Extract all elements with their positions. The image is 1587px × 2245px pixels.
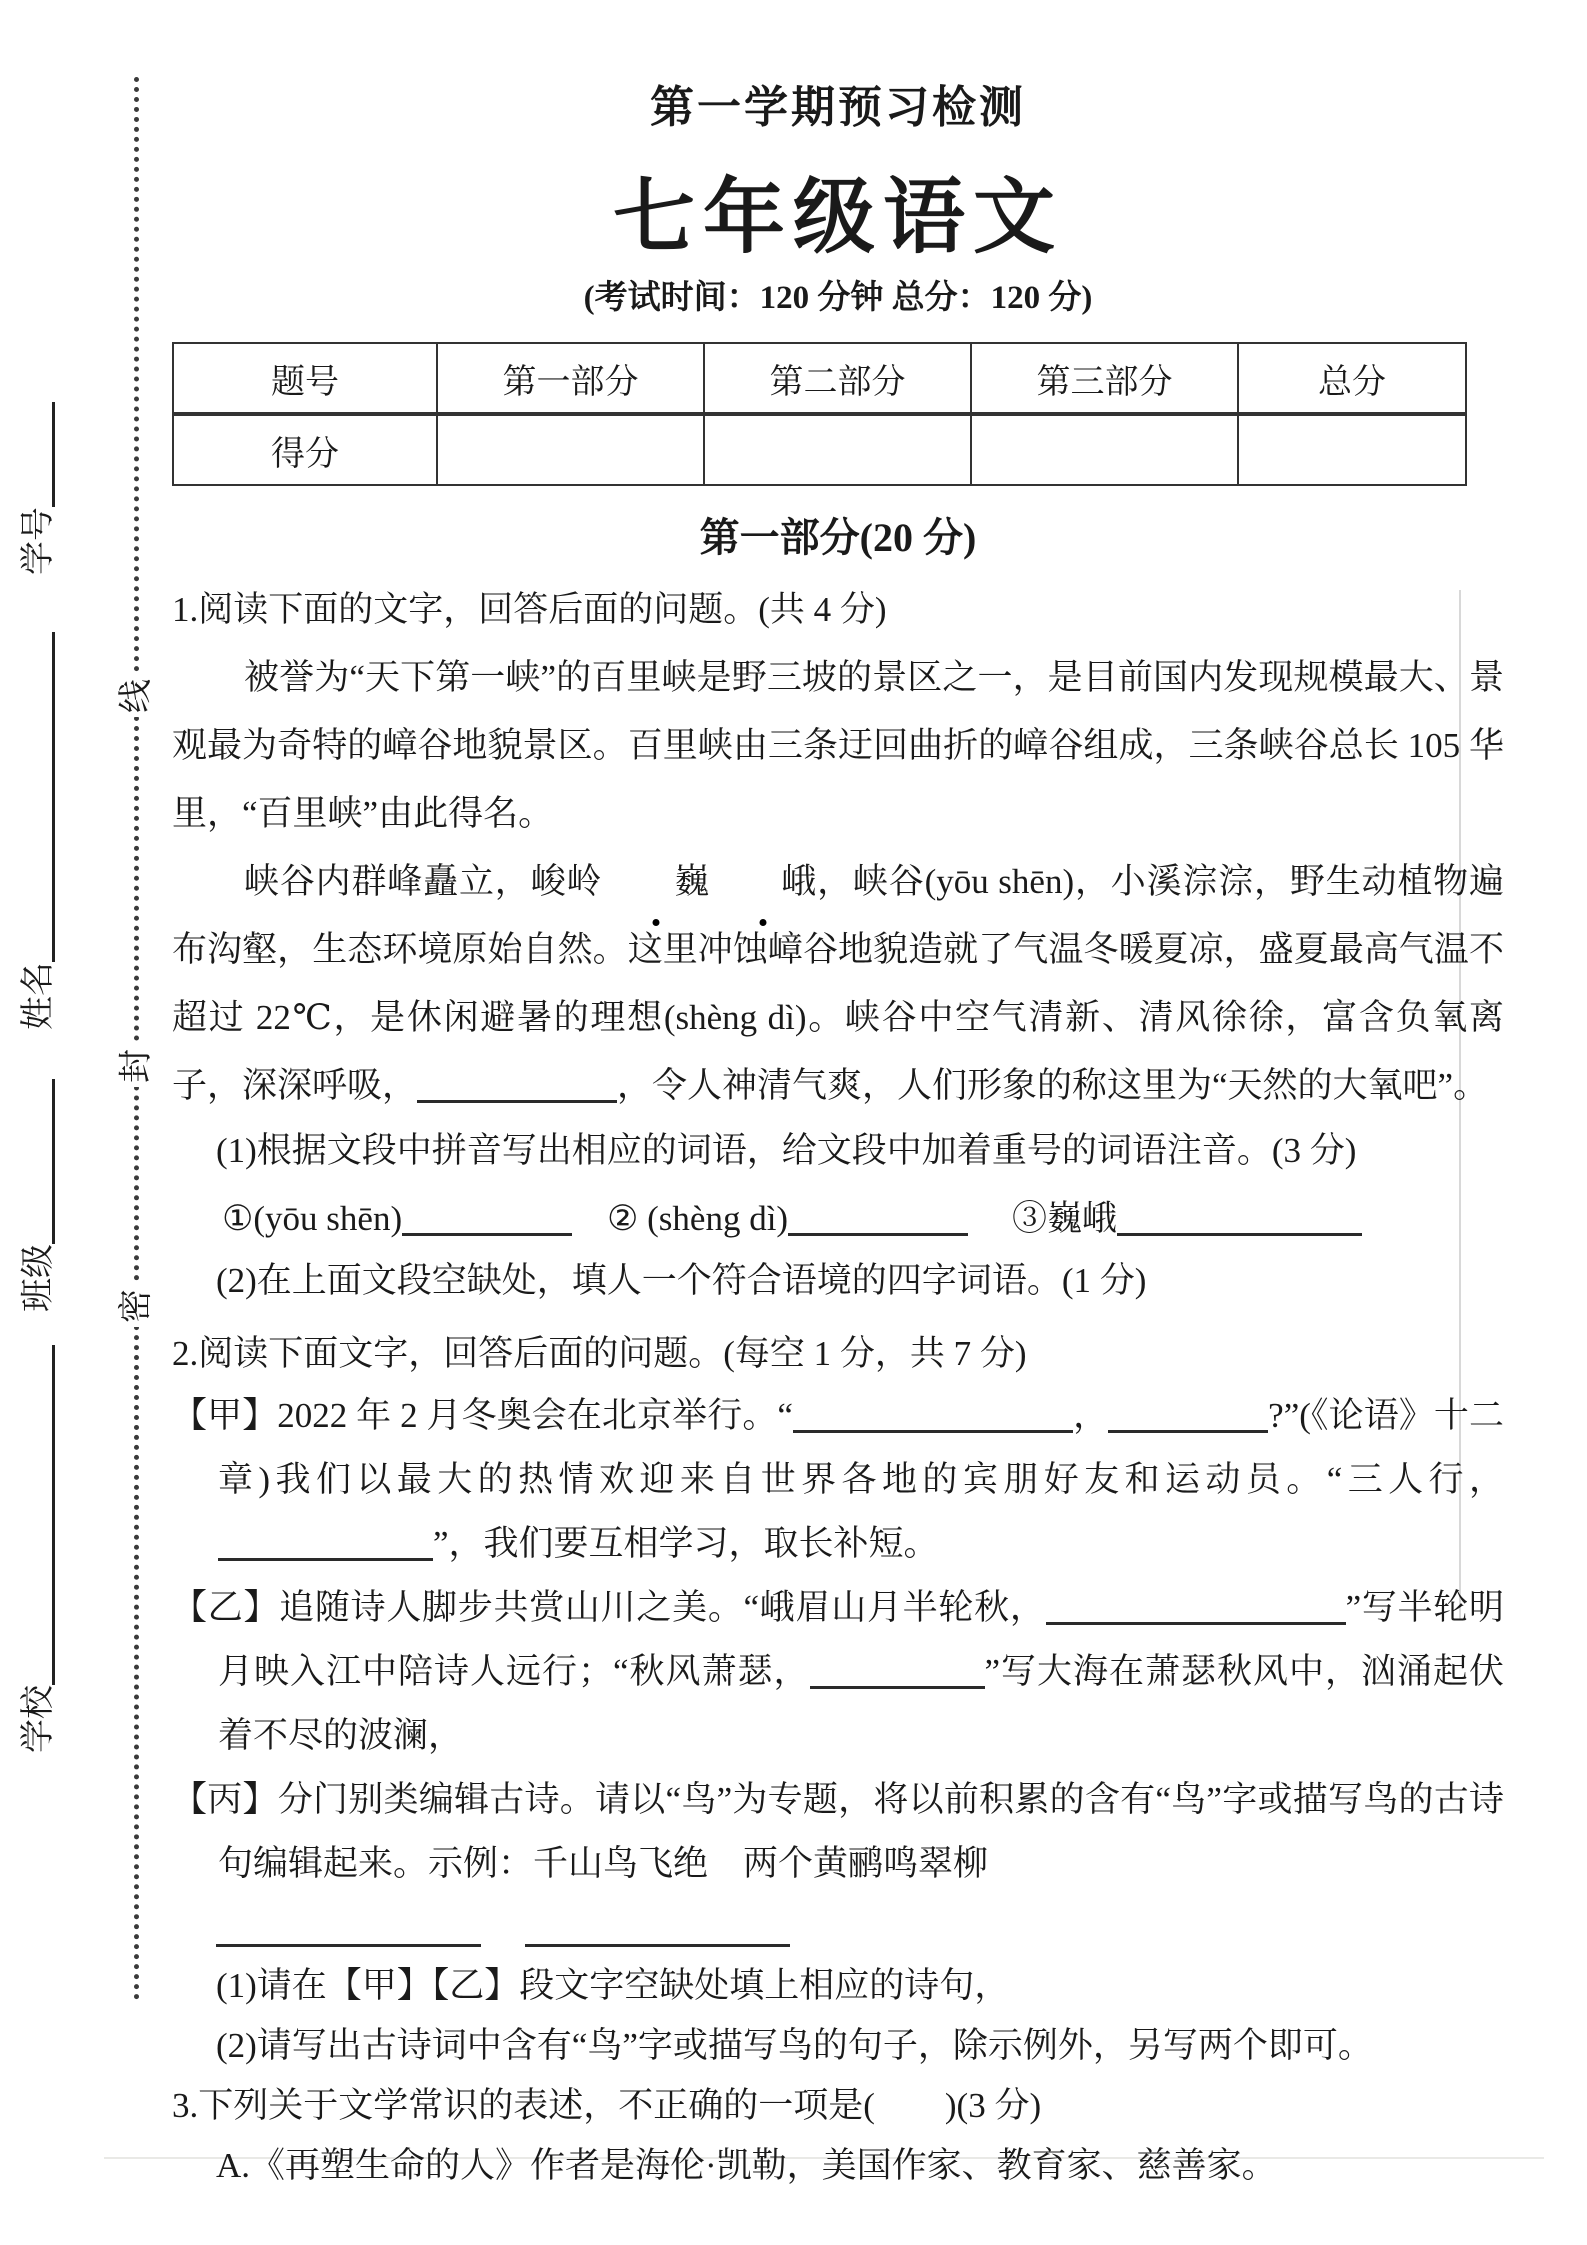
passage-paragraph-1: 被誉为“天下第一峡”的百里峡是野三坡的景区之一，是目前国内发现规模最大、景观最为奇特的嶂谷地貌景区。百里峡由三条迂回曲折的嶂谷组成，三条峡谷总长 105 华里，“百里峡”由此得名。 xyxy=(172,658,1504,833)
score-header-cell: 第三部分 xyxy=(971,343,1238,414)
school-field xyxy=(16,1345,56,1753)
score-cell-empty xyxy=(971,414,1238,485)
fill-in-blank xyxy=(1108,1392,1268,1433)
fill-in-blank xyxy=(810,1648,985,1689)
section1-heading: 第一部分(20 分) xyxy=(699,515,977,560)
student-id-field xyxy=(16,402,56,575)
pinyin-item-2: ② (shèng dì) xyxy=(607,1188,1012,1250)
name-label: 姓名 xyxy=(20,962,57,1030)
emphasized-char: 巍 xyxy=(602,848,709,916)
score-cell-empty xyxy=(704,414,971,485)
score-header-cell: 总分 xyxy=(1238,343,1466,414)
score-cell-empty xyxy=(437,414,704,485)
pinyin-item-3: ③巍峨 xyxy=(1012,1188,1362,1250)
exam-info: (考试时间：120 分钟 总分：120 分) xyxy=(583,280,1093,316)
score-table-score-row xyxy=(173,414,1466,485)
fill-in-blank xyxy=(1046,1584,1346,1625)
score-header-cell: 第一部分 xyxy=(437,343,704,414)
fill-in-blank xyxy=(525,1906,790,1947)
score-header-cell: 题号 xyxy=(173,343,437,414)
score-cell-empty xyxy=(1238,414,1466,485)
question3-stem: 3.下列关于文学常识的表述，不正确的一项是( )(3 分) xyxy=(172,2086,1042,2125)
fill-in-blank xyxy=(788,1195,968,1236)
name-field xyxy=(16,632,56,1030)
name-blank xyxy=(16,632,55,962)
fill-in-blank xyxy=(793,1392,1073,1433)
exam-content xyxy=(172,0,1504,2196)
question2-answer-blanks xyxy=(216,1906,1504,1950)
score-header-cell: 第二部分 xyxy=(704,343,971,414)
class-field xyxy=(16,1079,56,1312)
seal-char-feng: 封 xyxy=(116,1045,158,1087)
question1-stem: 1.阅读下面的文字，回答后面的问题。(共 4 分) xyxy=(172,590,887,629)
passage-paragraph-2: 峡谷内群峰矗立，峻岭 巍 峨，峡谷(yōu shēn)，小溪淙淙，野生动植物遍布沟壑，生态环境原始自然。这里冲蚀嶂谷地貌造就了气温冬暖夏凉，盛夏最高气温不超过 22℃，是休闲避暑的理想(shèng dì)。峡谷中空气清新、清风徐徐，富含负氧离子，深深呼吸， ，令人神清气爽，人们形象的称这里为“天然的大氧吧”。 xyxy=(172,848,1504,1120)
exam-subtitle: 第一学期预习检测 xyxy=(650,83,1026,132)
class-blank xyxy=(16,1079,55,1244)
fill-in-blank xyxy=(1117,1195,1362,1236)
question2-passage-yi: 【乙】追随诗人脚步共赏山川之美。“峨眉山月半轮秋， ”写半轮明月映入江中陪诗人远行；“秋风萧瑟， ”写大海在萧瑟秋风中，汹涌起伏着不尽的波澜， xyxy=(172,1576,1504,1768)
score-table xyxy=(172,342,1467,486)
question2-stem: 2.阅读下面文字，回答后面的问题。(每空 1 分，共 7 分) xyxy=(172,1334,1027,1373)
seal-char-mi: 密 xyxy=(116,1285,158,1327)
fill-in-blank xyxy=(402,1195,572,1236)
fill-in-blank xyxy=(417,1062,617,1103)
seal-char-xian: 线 xyxy=(116,675,158,717)
pinyin-answer-row xyxy=(222,1188,1504,1250)
student-id-blank xyxy=(16,402,55,507)
score-table-header-row xyxy=(173,343,1466,414)
emphasized-char: 峨 xyxy=(709,848,816,916)
seal-dotted-line xyxy=(134,77,139,2001)
fill-in-blank xyxy=(218,1520,433,1561)
question1-sub1: (1)根据文段中拼音写出相应的词语，给文段中加着重号的词语注音。(3 分) xyxy=(216,1131,1357,1170)
question1-sub2: (2)在上面文段空缺处，填人一个符合语境的四字词语。(1 分) xyxy=(216,1261,1147,1300)
question2-sub2: (2)请写出古诗词中含有“鸟”字或描写鸟的句子，除示例外，另写两个即可。 xyxy=(216,2026,1373,2065)
fill-in-blank xyxy=(216,1906,481,1947)
student-id-label: 学号 xyxy=(20,507,57,575)
question2-sub1: (1)请在【甲】【乙】段文字空缺处填上相应的诗句， xyxy=(216,1966,1010,2005)
class-label: 班级 xyxy=(20,1244,57,1312)
exam-title: 七年级语文 xyxy=(612,172,1063,263)
school-label: 学校 xyxy=(20,1685,57,1753)
question2-passage-jia: 【甲】2022 年 2 月冬奥会在北京举行。“ ， ?”(《论语》十二章)我们以最大的热情欢迎来自世界各地的宾朋好友和运动员。“三人行，”，我们要互相学习，取长补短。 xyxy=(172,1384,1504,1576)
question2-passage-bing: 【丙】分门别类编辑古诗。请以“鸟”为专题，将以前积累的含有“鸟”字或描写鸟的古诗句编辑起来。示例：千山鸟飞绝 两个黄鹂鸣翠柳 xyxy=(172,1780,1504,1883)
school-blank xyxy=(16,1345,55,1685)
score-row-label: 得分 xyxy=(173,414,437,485)
pinyin-item-1: ①(yōu shēn) xyxy=(222,1188,607,1250)
question3-option-a: A.《再塑生命的人》作者是海伦·凯勒，美国作家、教育家、慈善家。 xyxy=(216,2146,1277,2185)
